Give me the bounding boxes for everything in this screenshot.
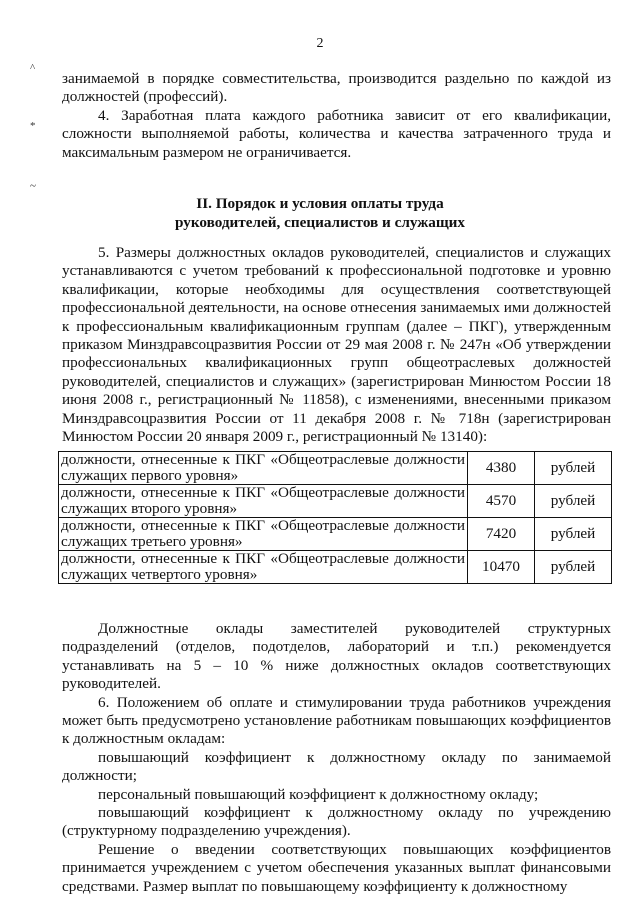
table-cell-amount: 4570 bbox=[468, 485, 535, 518]
margin-mark: ^ bbox=[30, 62, 36, 74]
table-cell-currency: рублей bbox=[535, 485, 612, 518]
text-block-bottom bbox=[62, 620, 611, 896]
table-cell-amount: 7420 bbox=[468, 518, 535, 551]
paragraph-5: 5. Размеры должностных окладов руководителей, специалистов и служащих устанавливаются с учетом требований к профессиональной подготовке и уровню квалификации, которые необходимы для осуществления соответствующей профессиональной деятельности, на основе отнесения занимаемых ими должностей к профессиональным квалификационным группам (далее – ПКГ), утвержденным приказом Минздравсоцразвития России от 29 мая 2008 г. № 247н «Об утверждении профессиональных квалификационных групп общеотраслевых должностей руководителей, специалистов и служащих» (зарегистрирован Минюстом России 18 июня 2008 г., регистрационный № 11858), с изменениями, внесенными приказом Минздравсоцразвития России от 11 декабря 2008 г. № 718н (зарегистрирован Минюстом России 20 января 2009 г., регистрационный № 13140): bbox=[62, 244, 611, 446]
section-title-line-2: руководителей, специалистов и служащих bbox=[174, 214, 466, 231]
table-cell-position: должности, отнесенные к ПКГ «Общеотраслевые должности служащих второго уровня» bbox=[59, 485, 468, 518]
paragraph-continuation: занимаемой в порядке совместительства, производится раздельно по каждой из должностей (профессий). bbox=[62, 70, 611, 106]
section-title-line-1: II. Порядок и условия оплаты труда bbox=[196, 195, 444, 212]
margin-mark: ~ bbox=[30, 180, 36, 192]
table-cell-amount: 4380 bbox=[468, 452, 535, 485]
table-cell-currency: рублей bbox=[535, 551, 612, 584]
table-row bbox=[59, 452, 612, 485]
paragraph-decision: Решение о введении соответствующих повышающих коэффициентов принимается учреждением с учетом обеспечения указанных выплат финансовыми средствами. Размер выплат по повышающему коэффициенту к должностному bbox=[62, 840, 611, 895]
coefficient-item-3: повышающий коэффициент к должностному окладу по учреждению (структурному подразделению учреждения). bbox=[62, 804, 611, 840]
table-cell-currency: рублей bbox=[535, 518, 612, 551]
table-cell-currency: рублей bbox=[535, 452, 612, 485]
page-number: 2 bbox=[316, 36, 324, 51]
table-cell-position: должности, отнесенные к ПКГ «Общеотраслевые должности служащих четвертого уровня» bbox=[59, 551, 468, 584]
table-cell-position: должности, отнесенные к ПКГ «Общеотраслевые должности служащих третьего уровня» bbox=[59, 518, 468, 551]
text-block-para-5 bbox=[62, 244, 611, 446]
table-row bbox=[59, 518, 612, 551]
coefficient-item-2: персональный повышающий коэффициент к должностному окладу; bbox=[98, 785, 539, 803]
paragraph-4: 4. Заработная плата каждого работника зависит от его квалификации, сложности выполняемой работы, количества и качества затраченного труда и максимальным размером не ограничивается. bbox=[62, 106, 611, 161]
table-row bbox=[59, 551, 612, 584]
table-row bbox=[59, 485, 612, 518]
table-cell-position: должности, отнесенные к ПКГ «Общеотраслевые должности служащих первого уровня» bbox=[59, 452, 468, 485]
table-cell-amount: 10470 bbox=[468, 551, 535, 584]
salary-table bbox=[58, 451, 612, 584]
margin-mark: * bbox=[30, 120, 36, 132]
paragraph-deputies: Должностные оклады заместителей руководителей структурных подразделений (отделов, подотделов, лабораторий и т.п.) рекомендуется устанавливать на 5 – 10 % ниже должностных окладов соответствующих руководителей. bbox=[62, 620, 611, 693]
text-block-top bbox=[62, 70, 611, 162]
coefficient-item-1: повышающий коэффициент к должностному окладу по занимаемой должности; bbox=[62, 748, 611, 785]
paragraph-6: 6. Положением об оплате и стимулировании труда работников учреждения может быть предусмотрено установление работникам повышающих коэффициентов к должностным окладам: bbox=[62, 693, 611, 748]
